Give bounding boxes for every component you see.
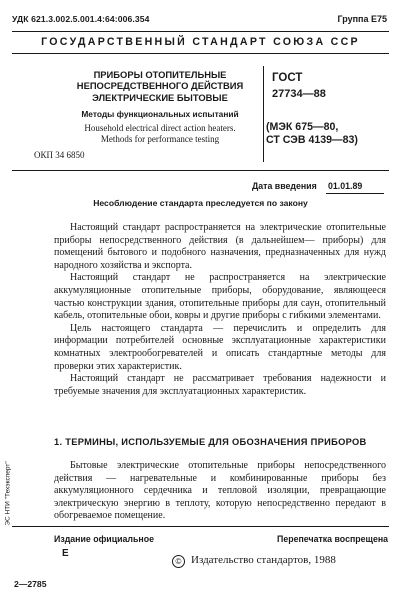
st-sev-ref: СТ СЭВ 4139—83) — [266, 133, 358, 146]
udk-code: УДК 621.3.002.5.001.4:64:006.354 — [12, 14, 150, 24]
okp-code: ОКП 34 6850 — [34, 150, 85, 160]
title-bottom-rule — [12, 170, 389, 171]
title-ru-line-2: НЕПОСРЕДСТВЕННОГО ДЕЙСТВИЯ — [76, 80, 244, 92]
paragraph-limitations: Настоящий стандарт не рассматривает требования надежности и требуемые значения для эксплуатационных характеристик. — [54, 373, 386, 397]
date-label: Дата введения — [252, 181, 317, 191]
law-notice: Несоблюдение стандарта преследуется по закону — [93, 198, 308, 208]
edition-letter: Е — [62, 548, 69, 559]
reprint-notice: Перепечатка воспрещена — [277, 534, 389, 544]
group-code: Группа Е75 — [337, 14, 387, 24]
paragraph-scope: Настоящий стандарт распространяется на электрические отопительные приборы непосредственного действия (в дальнейшем— приборы) для помещений бытового и подобного назначения, предназначенных для нужд народного хозяйства и экспорта. — [54, 222, 386, 271]
margin-stamp-text: ЭС НТИ "Техэксперт" — [4, 461, 12, 526]
date-value: 01.01.89 — [328, 181, 363, 191]
title-divider — [263, 66, 264, 162]
date-underline — [326, 193, 384, 194]
title-ru-line-1: ПРИБОРЫ ОТОПИТЕЛЬНЫЕ — [93, 69, 227, 80]
gost-number: 27734—88 — [272, 88, 326, 100]
title-ru — [60, 69, 260, 103]
paragraph-purpose: Цель настоящего стандарта — перечислить и определить для информации потребителей основные эксплуатационные характеристики комнатных электрообогревателей и описать стандартные методы для проверки этих характеристик. — [54, 322, 386, 372]
edition-label: Издание официальное — [54, 534, 154, 544]
copyright-text: Издательство стандартов, 1988 — [191, 554, 336, 566]
methods-subtitle-ru: Методы функциональных испытаний — [81, 109, 239, 119]
paragraph-exclusions: Настоящий стандарт не распространяется на электрические аккумуляционные отопительные приборы, оборудование, являющееся частью конструкции здания, отопительные приборы для саун, отопительный кабель, отопительные обои, ковры и другие приборы с гибкими элементами. — [54, 272, 386, 322]
copyright-line — [172, 554, 336, 568]
state-standard-heading: ГОСУДАРСТВЕННЫЙ СТАНДАРТ СОЮЗА ССР — [41, 36, 360, 48]
title-ru-line-3: ЭЛЕКТРИЧЕСКИЕ БЫТОВЫЕ — [92, 91, 228, 103]
paragraph-definition: Бытовые электрические отопительные приборы непосредственного действия — нагревательные и комбинированные приборы без аккумуляционного сердечника и тепловой изоляции, превращающие электрическую энергию в теплоту, которую непосредственно передают в обогреваемое помещение. — [54, 460, 386, 522]
top-rule — [12, 31, 389, 32]
mek-ref: (МЭК 675—80, — [266, 121, 339, 133]
section-body — [54, 460, 386, 523]
title-en — [60, 123, 260, 144]
gost-label: ГОСТ — [272, 72, 303, 84]
header-rule — [12, 53, 389, 54]
section-heading: 1. ТЕРМИНЫ, ИСПОЛЬЗУЕМЫЕ ДЛЯ ОБОЗНАЧЕНИЯ ПРИБОРОВ — [54, 437, 367, 447]
footer-rule — [12, 526, 389, 527]
body-text — [54, 222, 386, 398]
title-en-line-1: Household electrical direct action heaters. — [84, 123, 236, 133]
page-number: 2—2785 — [14, 579, 47, 589]
international-equivalents — [266, 121, 358, 146]
copyright-icon: © — [172, 555, 185, 568]
title-en-line-2: Methods for performance testing — [100, 133, 220, 144]
